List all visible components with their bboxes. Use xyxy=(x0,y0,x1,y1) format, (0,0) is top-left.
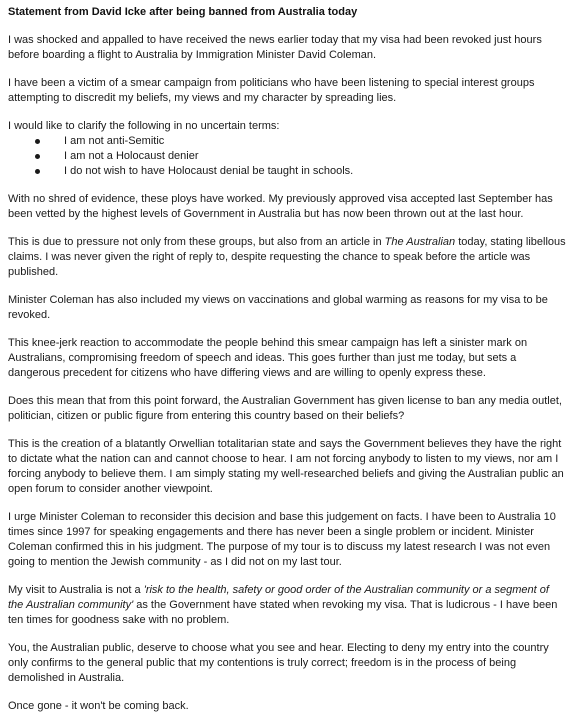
paragraph-not-a-risk-part-a: My visit to Australia is not a xyxy=(8,584,144,596)
bullet-item: I do not wish to have Holocaust denial be taught in schools. xyxy=(8,164,566,179)
paragraph-not-a-risk xyxy=(8,583,566,628)
paragraph-knee-jerk: This knee-jerk reaction to accommodate the people behind this smear campaign has left a sinister mark on Australians, compromising freedom of speech and ideas. This goes further than just me today, but sets a dangerous precedent for citizens who have differing views and are willing to openly express these. xyxy=(8,337,528,379)
paragraph-closing: Once gone - it won't be coming back. xyxy=(8,700,189,712)
paragraph-pressure xyxy=(8,235,566,280)
bullet-item: I am not anti-Semitic xyxy=(8,134,566,149)
paragraph-clarify: I would like to clarify the following in no uncertain terms: xyxy=(8,120,280,132)
statement-title: Statement from David Icke after being banned from Australia today xyxy=(8,6,358,18)
paragraph-orwellian: This is the creation of a blatantly Orwellian totalitarian state and says the Government believes they have the right to dictate what the nation can and cannot choose to hear. I am not forcing anybody to listen to my views, nor am I forcing anybody to believe them. I am simply stating my well-researched beliefs and giving the Australian public an open forum to consider another viewpoint. xyxy=(8,438,564,495)
clarification-list xyxy=(8,134,566,179)
paragraph-public: You, the Australian public, deserve to choose what you see and hear. Electing to deny my entry into the country only confirms to the general public that my contentions is truly correct; freedom is in the process of being demolished in Australia. xyxy=(8,642,549,684)
paragraph-vaccinations: Minister Coleman has also included my views on vaccinations and global warming as reasons for my visa to be revoked. xyxy=(8,294,548,321)
paragraph-pressure-part-a: This is due to pressure not only from these groups, but also from an article in xyxy=(8,236,385,248)
paragraph-pressure-part-b: today, stating libellous claims. I was never given the right of reply to, despite requesting the chance to speak before the article was published. xyxy=(8,236,566,278)
paragraph-not-a-risk-part-b: as the Government have stated when revoking my visa. That is ludicrous - I have been ten times for goodness sake with no problem. xyxy=(8,599,558,626)
bullet-item: I am not a Holocaust denier xyxy=(8,149,566,164)
paragraph-smear-campaign: I have been a victim of a smear campaign from politicians who have been listening to special interest groups attempting to discredit my beliefs, my views and my character by spreading lies. xyxy=(8,77,535,104)
paragraph-reconsider: I urge Minister Coleman to reconsider this decision and base this judgement on facts. I have been to Australia 10 times since 1997 for speaking engagements and there has never been a single problem or incident. Minister Coleman confirmed this in his judgment. The purpose of my tour is to discuss my latest research I was not even going to mention the Jewish community - as I did not on my last tour. xyxy=(8,511,556,568)
paragraph-no-evidence: With no shred of evidence, these ploys have worked. My previously approved visa accepted last September has been vetted by the highest levels of Government in Australia but has now been thrown out at the last hour. xyxy=(8,193,553,220)
paragraph-visa-revoked: I was shocked and appalled to have received the news earlier today that my visa had been revoked just hours before boarding a flight to Australia by Immigration Minister David Coleman. xyxy=(8,34,542,61)
publication-name: The Australian xyxy=(384,236,456,248)
government-quote: 'risk to the health, safety or good order of the Australian community or a segment of the Australian community' xyxy=(8,584,549,611)
paragraph-license-question: Does this mean that from this point forward, the Australian Government has given license to ban any media outlet, politician, citizen or public figure from entering this country based on their beliefs? xyxy=(8,395,562,422)
